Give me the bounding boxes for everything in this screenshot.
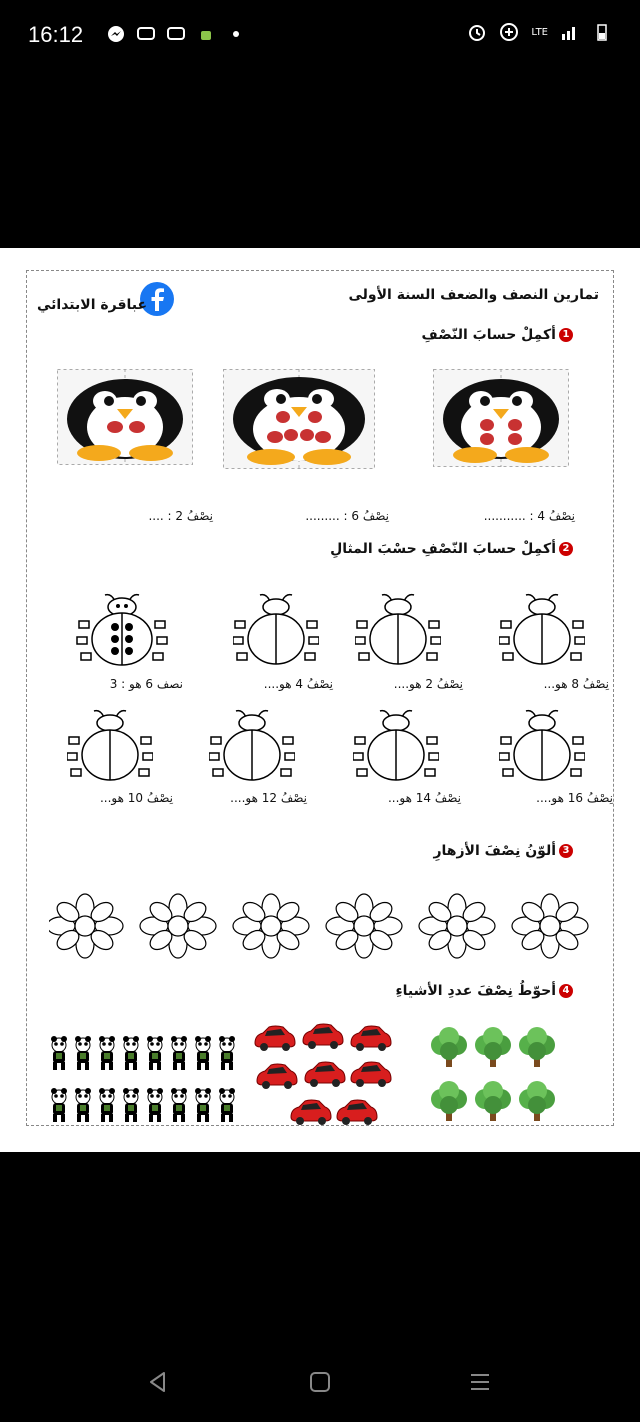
car [351, 1026, 391, 1051]
dot-icon [226, 24, 246, 44]
ladybug [209, 707, 295, 785]
flower [419, 894, 495, 958]
android-icon [196, 24, 216, 44]
section-badge: 3 [559, 844, 573, 858]
answer-half-4: نِصْفُ 4 : ........... [483, 509, 575, 523]
worksheet-border [26, 270, 614, 1126]
section-2-title [330, 541, 573, 557]
car [303, 1024, 343, 1049]
penguin-card [57, 369, 193, 465]
label-half-10: نِصْفُ 10 هو... [99, 791, 173, 805]
network-type: LTE [531, 26, 548, 38]
flowers-row [49, 893, 589, 959]
label-half-6-example: نصف 6 هو : 3 [109, 677, 183, 691]
pandas-group [47, 1027, 243, 1131]
system-icons [467, 22, 612, 42]
label-half-8: نِصْفُ 8 هو... [543, 677, 609, 691]
chat-icon [136, 24, 156, 44]
car [351, 1062, 391, 1087]
tree [475, 1081, 511, 1121]
flower [233, 894, 309, 958]
tree [519, 1081, 555, 1121]
tree [431, 1027, 467, 1067]
car [257, 1064, 297, 1089]
messenger-icon [106, 24, 126, 44]
section-label: ألوّنُ نِصْفَ الأزهارِ [433, 843, 556, 859]
brand-name: عباقرة الابتدائي [37, 297, 148, 313]
trees-group [427, 1023, 563, 1129]
section-badge: 2 [559, 542, 573, 556]
label-half-16: نِصْفُ 16 هو.... [536, 791, 613, 805]
back-icon[interactable] [146, 1370, 170, 1394]
section-badge: 4 [559, 984, 573, 998]
chat-icon [166, 24, 186, 44]
tree [431, 1081, 467, 1121]
status-time: 16:12 [28, 22, 84, 47]
section-4-title [395, 983, 573, 999]
notification-icons [106, 24, 246, 44]
answer-half-2: نِصْفُ 2 : .... [148, 509, 213, 523]
battery-icon [592, 22, 612, 42]
car [291, 1100, 331, 1125]
panda-row [51, 1088, 235, 1122]
section-label: أكمِلْ حسابَ النّصْفِ [421, 327, 556, 343]
section-1-title [422, 327, 573, 343]
answer-half-6: نِصْفُ 6 : ......... [305, 509, 389, 523]
car [337, 1100, 377, 1125]
section-label: أكمِلْ حسابَ النّصْفِ حسْبَ المثالِ [330, 541, 556, 557]
alarm-icon [467, 22, 487, 42]
ladybug [499, 707, 585, 785]
section-label: أحوّطُ نِصْفَ عددِ الأشياءِ [395, 983, 556, 999]
ladybug [353, 707, 439, 785]
section-badge: 1 [559, 328, 573, 342]
ladybug [499, 591, 585, 669]
label-half-14: نِصْفُ 14 هو... [387, 791, 461, 805]
worksheet-title: تمارين النصف والضعف السنة الأولى [348, 287, 599, 303]
flower [512, 894, 588, 958]
ladybug [355, 591, 441, 669]
cars-group [251, 1021, 395, 1135]
label-half-12: نِصْفُ 12 هو.... [230, 791, 307, 805]
panda-row [51, 1036, 235, 1070]
label-half-2: نِصْفُ 2 هو.... [393, 677, 463, 691]
flower [140, 894, 216, 958]
tree [519, 1027, 555, 1067]
navigation-bar [0, 1340, 640, 1422]
car [255, 1026, 295, 1051]
signal-icon [560, 22, 580, 42]
data-saver-icon [499, 22, 519, 42]
flower [326, 894, 402, 958]
flower [49, 894, 123, 958]
penguin-card [223, 369, 375, 469]
label-half-4: نِصْفُ 4 هو.... [263, 677, 333, 691]
worksheet-image[interactable] [0, 248, 640, 1152]
menu-icon[interactable] [468, 1370, 492, 1394]
ladybug [67, 707, 153, 785]
status-bar [0, 0, 640, 72]
ladybug-example [75, 591, 169, 671]
car [305, 1062, 345, 1087]
penguin-card [433, 369, 569, 467]
home-icon[interactable] [308, 1370, 332, 1394]
tree [475, 1027, 511, 1067]
section-3-title [433, 843, 573, 859]
ladybug [233, 591, 319, 669]
